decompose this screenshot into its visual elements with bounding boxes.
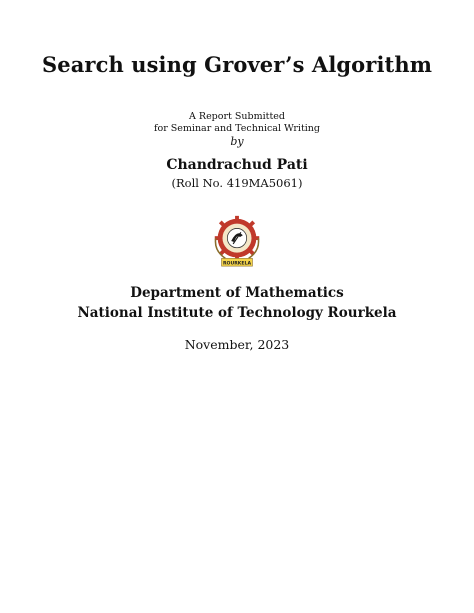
institute-logo-icon bbox=[208, 212, 266, 270]
institute-name: National Institute of Technology Rourkela bbox=[77, 305, 397, 321]
department-name: Department of Mathematics bbox=[130, 285, 344, 301]
report-subtitle-line1: A Report Submitted bbox=[189, 111, 285, 122]
report-date: November, 2023 bbox=[184, 337, 290, 352]
report-title: Search using Grover’s Algorithm bbox=[41, 52, 433, 77]
report-subtitle-line2: for Seminar and Technical Writing bbox=[153, 123, 321, 134]
svg-text:ROURKELA: ROURKELA bbox=[222, 261, 252, 267]
by-label: by bbox=[230, 135, 244, 148]
roll-number: (Roll No. 419MA5061) bbox=[171, 176, 303, 190]
author-name: Chandrachud Pati bbox=[166, 157, 308, 173]
